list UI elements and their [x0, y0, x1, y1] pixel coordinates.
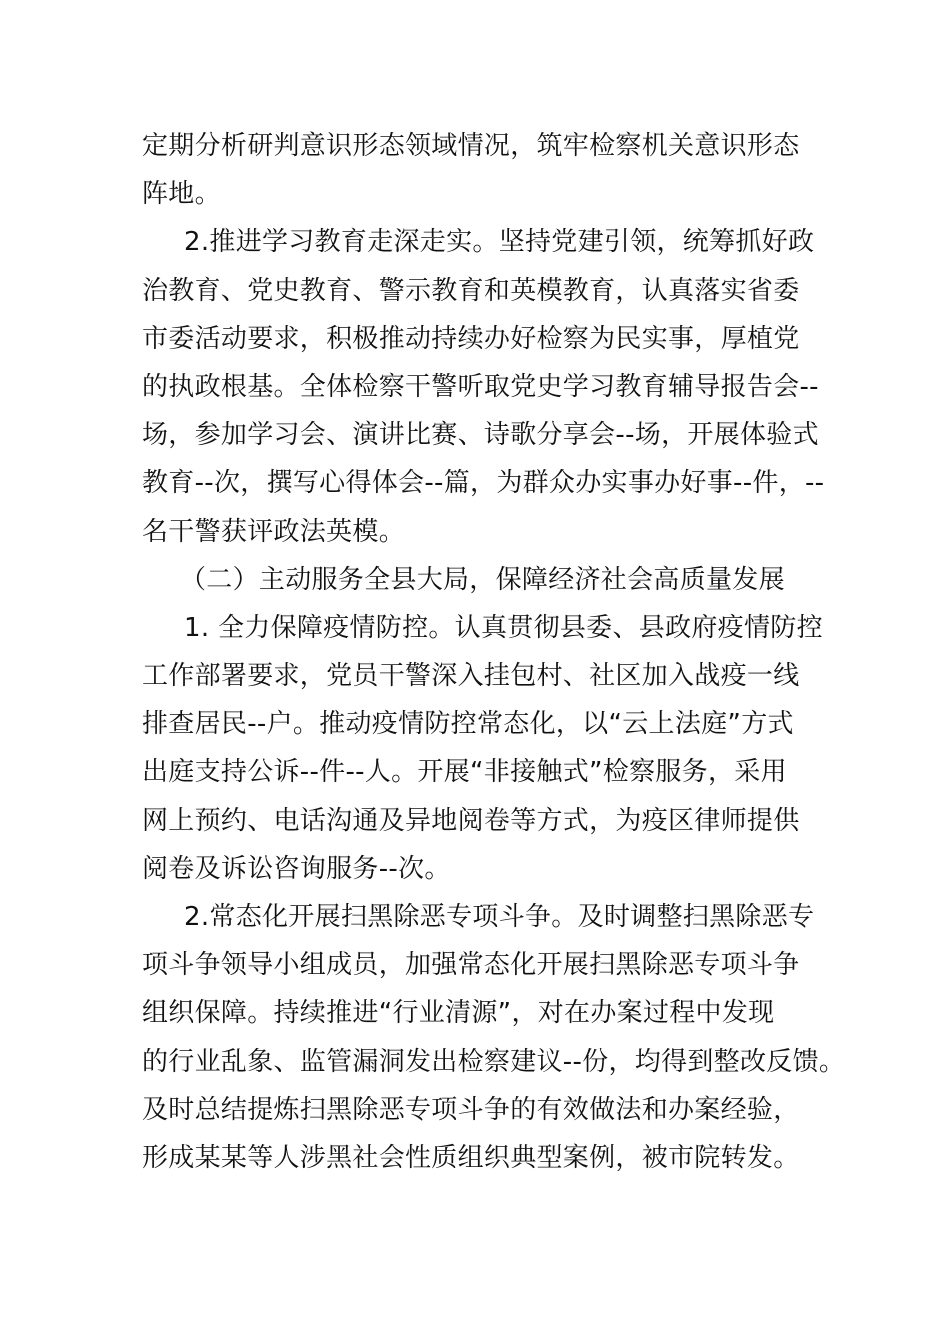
paragraph-line: 排查居民--户。推动疫情防控常态化，以“云上法庭”方式	[142, 709, 794, 740]
paragraph-line: 市委活动要求，积极推动持续办好检察为民实事，厚植党	[142, 323, 800, 354]
paragraph-line: 阅卷及诉讼咨询服务--次。	[142, 853, 451, 884]
paragraph-line: 出庭支持公诉--件--人。开展“非接触式”检察服务，采用	[142, 757, 787, 788]
paragraph	[142, 893, 846, 1182]
paragraph-line: 2.常态化开展扫黑除恶专项斗争。及时调整扫黑除恶专	[184, 902, 815, 932]
section-heading	[142, 556, 832, 604]
paragraph-line: 组织保障。持续推进“行业清源”，对在办案过程中发现	[142, 998, 775, 1029]
paragraph-line: 形成某某等人涉黑社会性质组织典型案例，被市院转发。	[142, 1142, 800, 1173]
paragraph-line: 及时总结提炼扫黑除恶专项斗争的有效做法和办案经验，	[142, 1094, 800, 1125]
paragraph-line: 定期分析研判意识形态领域情况，筑牢检察机关意识形态	[142, 131, 800, 161]
paragraph-line: 教育--次，撰写心得体会--篇，为群众办实事办好事--件，--	[142, 468, 825, 499]
paragraph-line: 的行业乱象、监管漏洞发出检察建议--份，均得到整改反馈。	[142, 1046, 846, 1077]
section-heading-line: （二）主动服务全县大局，保障经济社会高质量发展	[180, 564, 785, 595]
paragraph-line: 1. 全力保障疫情防控。认真贯彻县委、县政府疫情防控	[184, 612, 823, 643]
document-body	[142, 122, 846, 1182]
paragraph-line: 工作部署要求，党员干警深入挂包村、社区加入战疫一线	[142, 661, 800, 692]
paragraph-line: 治教育、党史教育、警示教育和英模教育，认真落实省委	[142, 275, 800, 306]
paragraph	[142, 122, 832, 218]
paragraph-line: 名干警获评政法英模。	[142, 516, 406, 547]
paragraph-line: 项斗争领导小组成员，加强常态化开展扫黑除恶专项斗争	[142, 950, 800, 981]
paragraph-line: 场，参加学习会、演讲比赛、诗歌分享会--场，开展体验式	[142, 420, 819, 451]
paragraph-line: 2.推进学习教育走深走实。坚持党建引领，统筹抓好政	[184, 227, 815, 258]
paragraph	[142, 604, 832, 893]
paragraph-line: 阵地。	[142, 179, 221, 210]
paragraph-line: 的执政根基。全体检察干警听取党史学习教育辅导报告会--	[142, 371, 819, 402]
paragraph-line: 网上预约、电话沟通及异地阅卷等方式，为疫区律师提供	[142, 805, 800, 836]
paragraph	[142, 218, 832, 555]
